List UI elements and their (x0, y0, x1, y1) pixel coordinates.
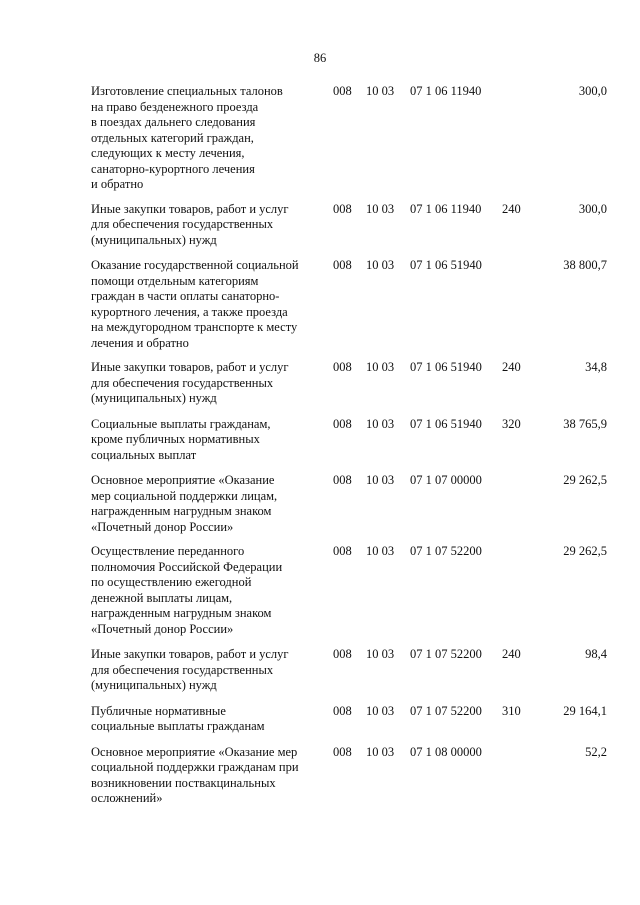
target-item-code: 07 1 07 00000 (410, 473, 482, 487)
ministry-code: 008 (333, 84, 352, 98)
expense-type-code: 320 (502, 416, 521, 431)
table-row (91, 258, 609, 351)
section-code: 10 03 (366, 416, 395, 431)
name-line: мер социальной поддержки лицам, (91, 488, 278, 503)
name-line: курортного лечения, а также проезда (91, 304, 288, 319)
amount: 34,8 (585, 360, 607, 374)
name-line: награжденным нагрудным знаком (91, 606, 272, 620)
name-line: Оказание государственной социальной (91, 258, 299, 272)
table-row (91, 544, 609, 637)
target-item-code: 07 1 08 00000 (410, 744, 482, 759)
name-line: и обратно (91, 177, 144, 191)
name-line: отдельных категорий граждан, (91, 130, 254, 145)
name-line: (муниципальных) нужд (91, 678, 217, 692)
row-name (91, 84, 323, 193)
name-line: Иные закупки товаров, работ и услуг (91, 647, 289, 661)
name-line: Иные закупки товаров, работ и услуг (91, 360, 289, 374)
section-code: 10 03 (366, 544, 395, 558)
table-row (91, 647, 609, 694)
name-line: для обеспечения государственных (91, 662, 274, 677)
table-row (91, 704, 609, 735)
section-code: 10 03 (366, 744, 395, 759)
section-code: 10 03 (366, 647, 395, 661)
name-line: Основное мероприятие «Оказание мер (91, 744, 298, 759)
name-line: социальные выплаты гражданам (91, 719, 265, 733)
row-name (91, 258, 323, 351)
section-code: 10 03 (366, 703, 395, 718)
name-line: полномочия Российской Федерации (91, 559, 283, 574)
name-line: социальной поддержки гражданам при (91, 760, 299, 774)
section-code: 10 03 (366, 360, 395, 374)
name-line: кроме публичных нормативных (91, 432, 260, 446)
section-code: 10 03 (366, 473, 395, 487)
amount: 29 262,5 (563, 544, 607, 558)
table-row (91, 473, 609, 535)
amount: 300,0 (578, 84, 607, 98)
target-item-code: 07 1 07 52200 (410, 647, 482, 661)
target-item-code: 07 1 07 52200 (410, 703, 482, 718)
name-line: денежной выплаты лицам, (91, 590, 233, 605)
row-name (91, 647, 323, 694)
name-line: (муниципальных) нужд (91, 391, 217, 405)
name-line: лечения и обратно (91, 335, 189, 350)
table-row (91, 417, 609, 464)
ministry-code: 008 (333, 360, 352, 374)
section-code: 10 03 (366, 201, 395, 216)
amount: 98,4 (585, 647, 607, 661)
section-code: 10 03 (366, 84, 395, 98)
target-item-code: 07 1 06 11940 (410, 84, 482, 98)
name-line: по осуществлению ежегодной (91, 575, 252, 589)
name-line: на междугородном транспорте к месту (91, 320, 298, 334)
ministry-code: 008 (333, 473, 352, 487)
name-line: в поездах дальнего следования (91, 115, 256, 129)
target-item-code: 07 1 07 52200 (410, 544, 482, 558)
row-name (91, 544, 323, 637)
amount: 29 164,1 (563, 703, 607, 718)
amount: 38 800,7 (563, 258, 607, 272)
name-line: Изготовление специальных талонов (91, 84, 283, 98)
name-line: Публичные нормативные (91, 703, 226, 718)
ministry-code: 008 (333, 647, 352, 661)
table-row (91, 745, 609, 807)
name-line: «Почетный донор России» (91, 519, 234, 534)
page-number: 86 (313, 51, 327, 65)
target-item-code: 07 1 06 51940 (410, 258, 482, 272)
expense-type-code: 240 (502, 647, 521, 661)
name-line: награжденным нагрудным знаком (91, 504, 272, 518)
table-row (91, 202, 609, 249)
row-name (91, 745, 323, 807)
name-line: санаторно-курортного лечения (91, 161, 255, 176)
name-line: возникновении поствакцинальных (91, 775, 276, 790)
ministry-code: 008 (333, 544, 352, 558)
name-line: помощи отдельным категориям (91, 273, 259, 288)
name-line: Социальные выплаты гражданам, (91, 416, 271, 431)
name-line: для обеспечения государственных (91, 375, 274, 390)
name-line: Осуществление переданного (91, 544, 245, 558)
ministry-code: 008 (333, 744, 352, 759)
row-name (91, 202, 323, 249)
expense-type-code: 310 (502, 703, 521, 718)
row-name (91, 417, 323, 464)
name-line: на право безденежного проезда (91, 99, 259, 114)
amount: 29 262,5 (563, 473, 607, 487)
name-line: для обеспечения государственных (91, 217, 274, 231)
section-code: 10 03 (366, 258, 395, 272)
name-line: Основное мероприятие «Оказание (91, 473, 275, 487)
row-name (91, 704, 323, 735)
expense-type-code: 240 (502, 201, 521, 216)
budget-table (91, 84, 609, 807)
row-name (91, 360, 323, 407)
ministry-code: 008 (333, 201, 352, 216)
name-line: граждан в части оплаты санаторно- (91, 289, 280, 303)
ministry-code: 008 (333, 258, 352, 272)
amount: 300,0 (578, 201, 607, 216)
name-line: Иные закупки товаров, работ и услуг (91, 201, 289, 216)
target-item-code: 07 1 06 51940 (410, 360, 482, 374)
amount: 52,2 (585, 744, 607, 759)
name-line: (муниципальных) нужд (91, 232, 217, 247)
ministry-code: 008 (333, 703, 352, 718)
name-line: осложнений» (91, 791, 163, 805)
table-row (91, 360, 609, 407)
ministry-code: 008 (333, 416, 352, 431)
row-name (91, 473, 323, 535)
name-line: «Почетный донор России» (91, 621, 234, 636)
table-row (91, 84, 609, 193)
target-item-code: 07 1 06 11940 (410, 201, 482, 216)
expense-type-code: 240 (502, 360, 521, 374)
target-item-code: 07 1 06 51940 (410, 416, 482, 431)
amount: 38 765,9 (563, 416, 607, 431)
name-line: следующих к месту лечения, (91, 146, 245, 160)
name-line: социальных выплат (91, 447, 197, 462)
